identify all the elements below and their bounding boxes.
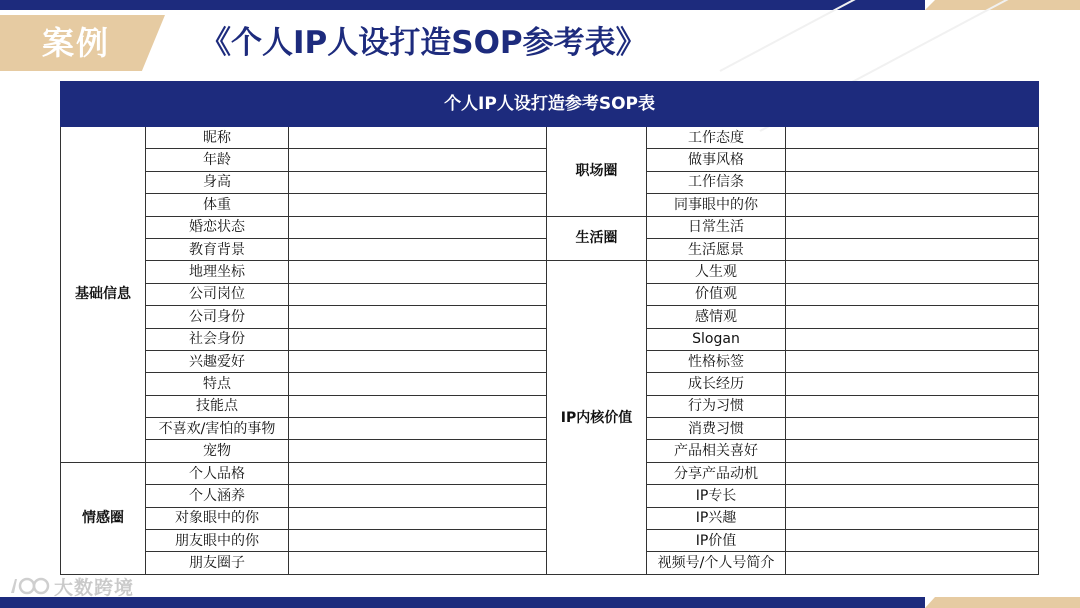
field-label: 行为习惯 <box>647 395 786 417</box>
group-label: IP内核价值 <box>547 261 647 574</box>
field-value-cell <box>786 552 1039 574</box>
field-label: 朋友眼中的你 <box>146 530 289 552</box>
field-label: 婚恋状态 <box>146 216 289 238</box>
field-value-cell <box>786 530 1039 552</box>
field-label: 不喜欢/害怕的事物 <box>146 418 289 440</box>
field-value-cell <box>786 440 1039 462</box>
field-label: 工作态度 <box>647 127 786 149</box>
group-label: 情感圈 <box>61 462 146 574</box>
field-label: 消费习惯 <box>647 418 786 440</box>
field-label: 工作信条 <box>647 171 786 193</box>
field-label: 视频号/个人号简介 <box>647 552 786 574</box>
field-value-cell <box>289 552 547 574</box>
brand-mark-icon <box>8 575 50 597</box>
group-label: 基础信息 <box>61 127 146 463</box>
field-value-cell <box>289 149 547 171</box>
field-label: 社会身份 <box>146 328 289 350</box>
field-label: 昵称 <box>146 127 289 149</box>
field-value-cell <box>289 328 547 350</box>
field-label: 同事眼中的你 <box>647 194 786 216</box>
field-label: 朋友圈子 <box>146 552 289 574</box>
field-label: IP兴趣 <box>647 507 786 529</box>
field-label: Slogan <box>647 328 786 350</box>
field-value-cell <box>289 171 547 193</box>
field-value-cell <box>289 418 547 440</box>
field-label: 成长经历 <box>647 373 786 395</box>
table-title: 个人IP人设打造参考SOP表 <box>61 82 1039 127</box>
field-value-cell <box>786 283 1039 305</box>
field-value-cell <box>289 373 547 395</box>
field-value-cell <box>289 194 547 216</box>
field-label: 特点 <box>146 373 289 395</box>
field-value-cell <box>786 507 1039 529</box>
group-label: 生活圈 <box>547 216 647 261</box>
table-row <box>61 261 1039 283</box>
field-label: 人生观 <box>647 261 786 283</box>
bottom-accent-bar <box>0 597 925 608</box>
field-value-cell <box>289 350 547 372</box>
field-label: 日常生活 <box>647 216 786 238</box>
group-label: 职场圈 <box>547 127 647 217</box>
field-label: 性格标签 <box>647 350 786 372</box>
field-value-cell <box>786 395 1039 417</box>
field-value-cell <box>786 328 1039 350</box>
field-value-cell <box>289 306 547 328</box>
field-value-cell <box>289 216 547 238</box>
page-title: 《个人IP人设打造SOP参考表》 <box>200 25 647 61</box>
top-accent-bar <box>0 0 925 10</box>
field-value-cell <box>786 127 1039 149</box>
field-label: 兴趣爱好 <box>146 350 289 372</box>
field-label: 个人涵养 <box>146 485 289 507</box>
field-value-cell <box>786 418 1039 440</box>
field-label: 教育背景 <box>146 238 289 260</box>
field-label: 地理坐标 <box>146 261 289 283</box>
field-value-cell <box>289 530 547 552</box>
field-label: IP价值 <box>647 530 786 552</box>
field-value-cell <box>786 194 1039 216</box>
table-row <box>61 216 1039 238</box>
field-value-cell <box>289 507 547 529</box>
field-value-cell <box>289 440 547 462</box>
field-label: 公司岗位 <box>146 283 289 305</box>
bottom-accent-bar-tan <box>925 597 1080 608</box>
field-value-cell <box>786 485 1039 507</box>
field-label: 宠物 <box>146 440 289 462</box>
field-label: IP专长 <box>647 485 786 507</box>
field-value-cell <box>289 395 547 417</box>
table-header-row <box>61 82 1039 127</box>
background-stripe <box>720 0 1080 72</box>
brand-logo <box>8 574 134 598</box>
field-label: 做事风格 <box>647 149 786 171</box>
field-label: 身高 <box>146 171 289 193</box>
field-label: 年龄 <box>146 149 289 171</box>
field-value-cell <box>786 171 1039 193</box>
badge-label: 案例 <box>42 24 111 62</box>
field-label: 感情观 <box>647 306 786 328</box>
field-value-cell <box>289 485 547 507</box>
field-value-cell <box>786 149 1039 171</box>
field-value-cell <box>786 462 1039 484</box>
field-value-cell <box>786 216 1039 238</box>
field-value-cell <box>786 261 1039 283</box>
field-label: 个人品格 <box>146 462 289 484</box>
field-label: 产品相关喜好 <box>647 440 786 462</box>
field-label: 公司身份 <box>146 306 289 328</box>
field-label: 技能点 <box>146 395 289 417</box>
field-label: 价值观 <box>647 283 786 305</box>
field-value-cell <box>289 283 547 305</box>
field-value-cell <box>289 127 547 149</box>
field-label: 体重 <box>146 194 289 216</box>
field-value-cell <box>786 350 1039 372</box>
field-value-cell <box>786 238 1039 260</box>
field-value-cell <box>289 261 547 283</box>
field-value-cell <box>289 238 547 260</box>
field-label: 生活愿景 <box>647 238 786 260</box>
field-label: 分享产品动机 <box>647 462 786 484</box>
table-row <box>61 127 1039 149</box>
field-label: 对象眼中的你 <box>146 507 289 529</box>
brand-name: 大数跨境 <box>54 576 135 599</box>
field-value-cell <box>786 306 1039 328</box>
field-value-cell <box>786 373 1039 395</box>
sop-table <box>60 81 1039 575</box>
field-value-cell <box>289 462 547 484</box>
